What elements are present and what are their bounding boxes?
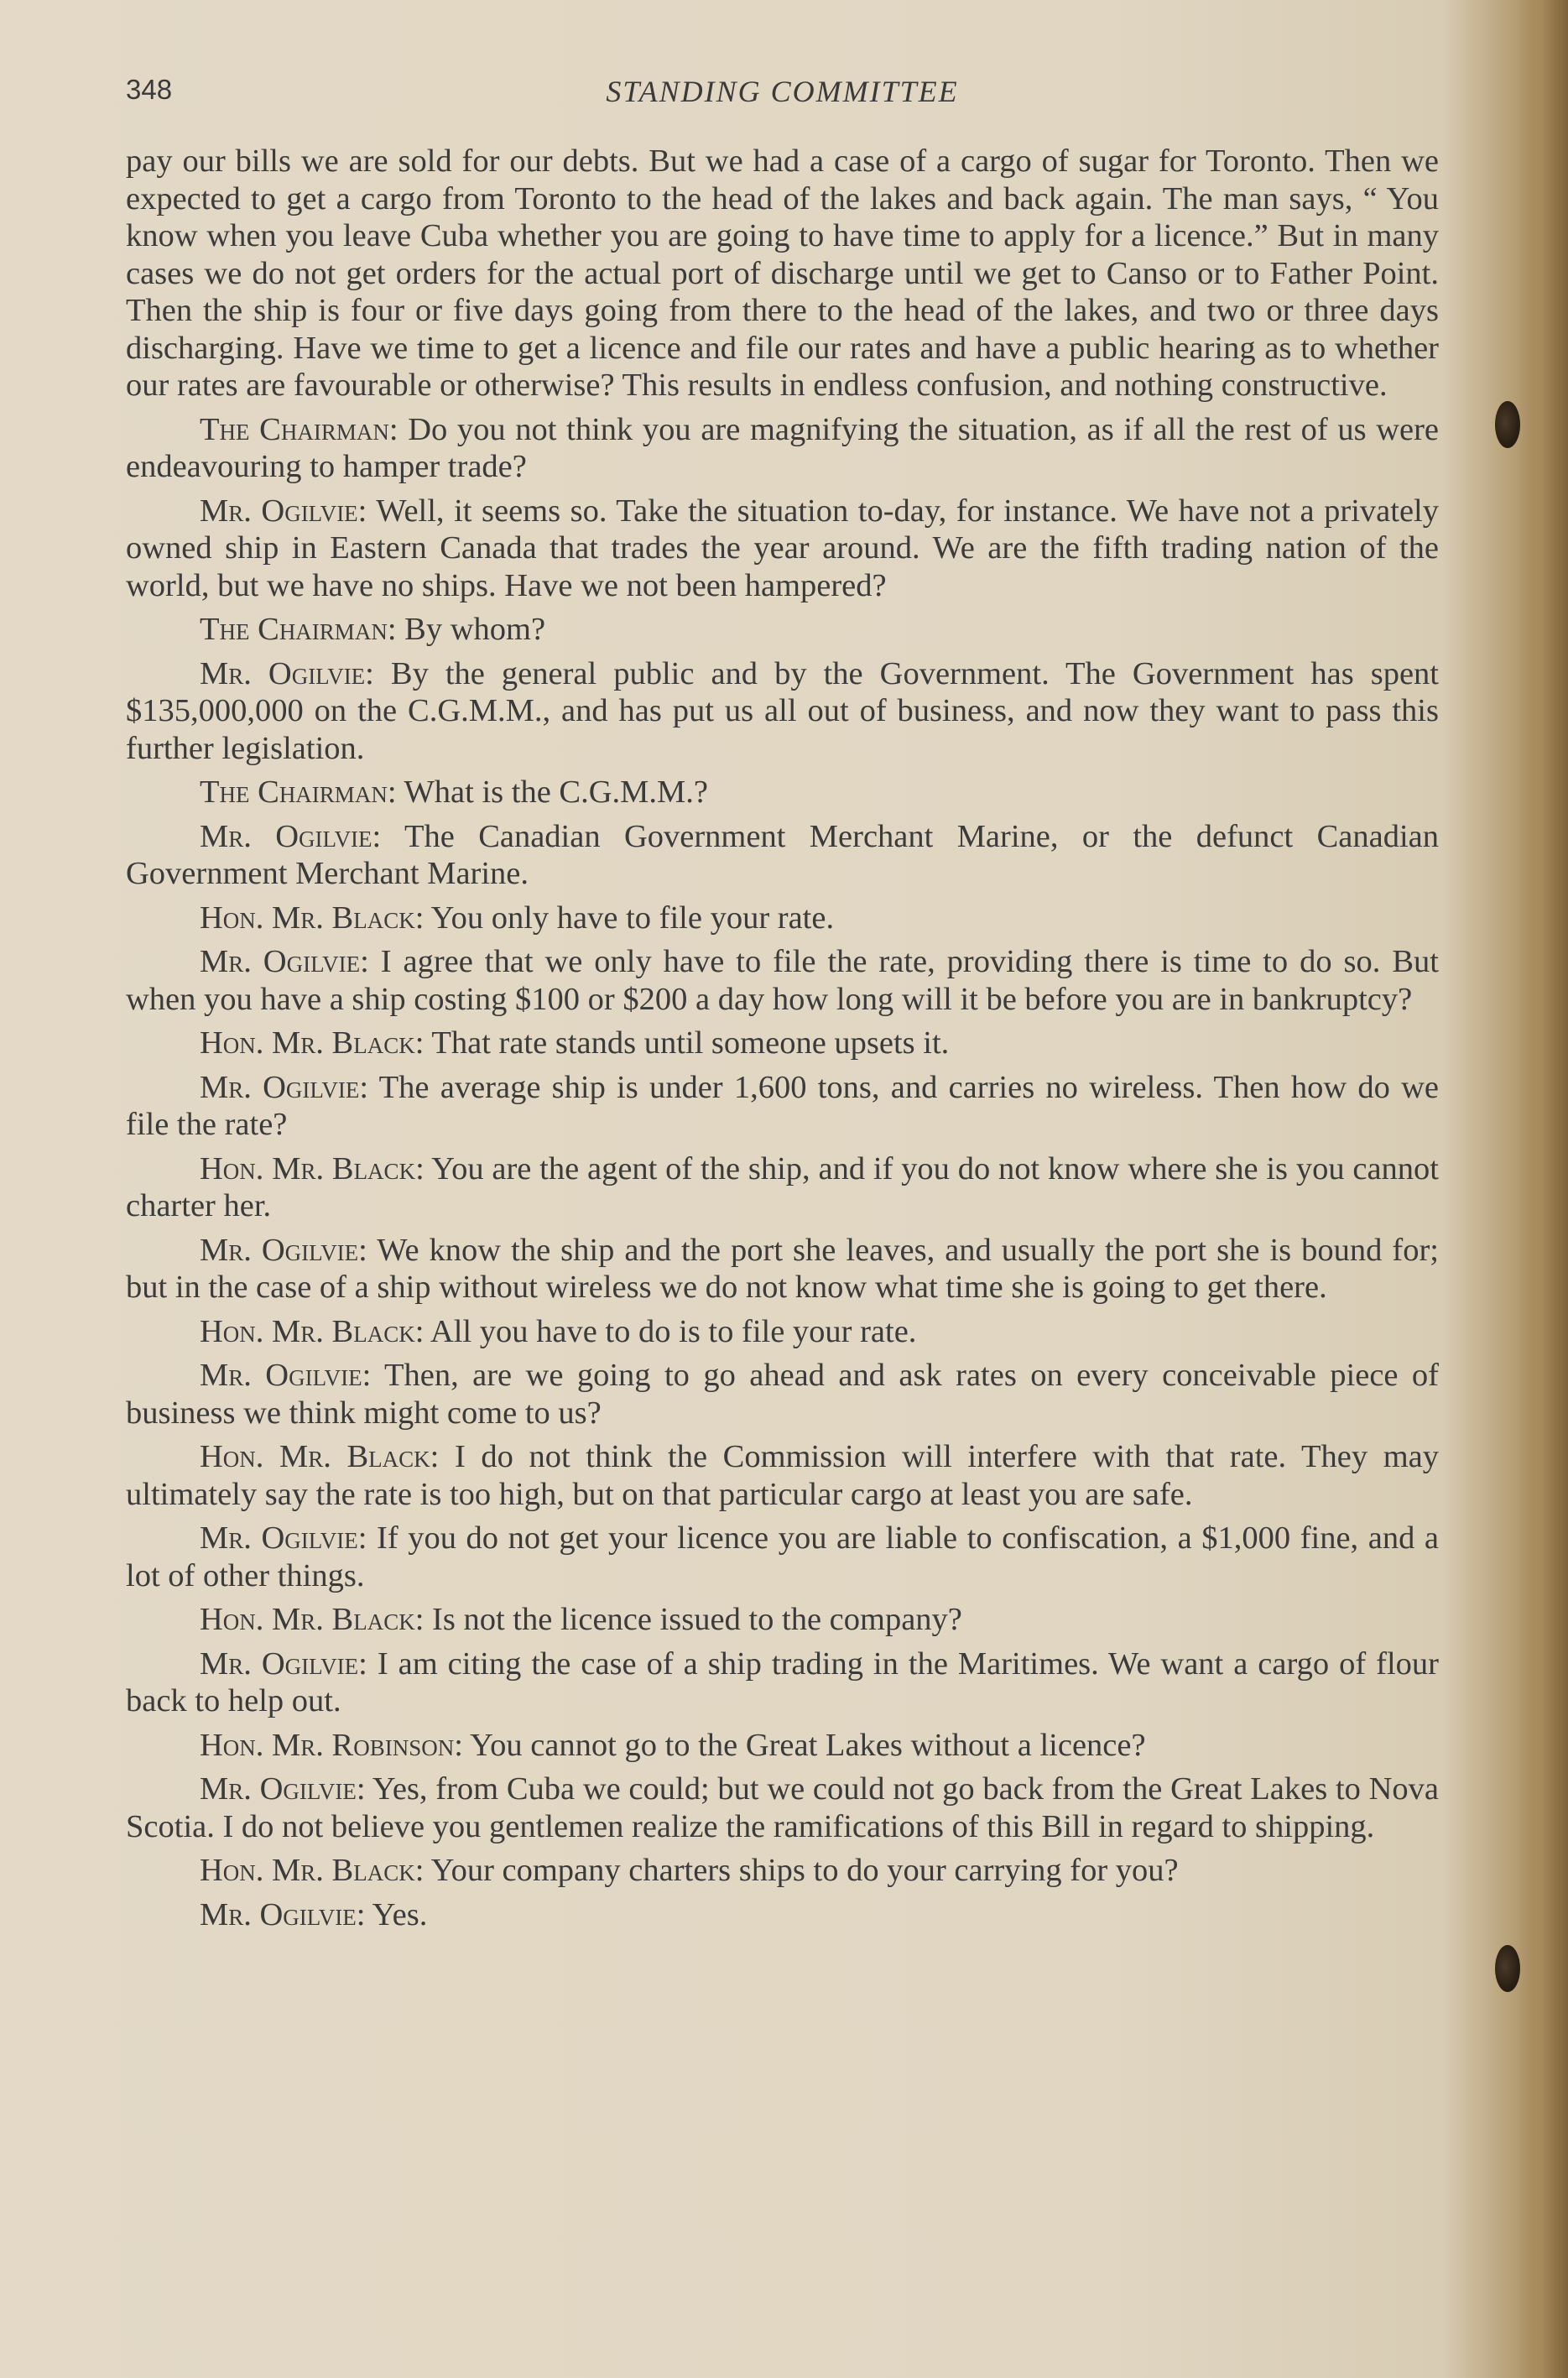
book-spine-shadow — [1518, 0, 1568, 2378]
speaker-name: Mr. Ogilvie: — [200, 1358, 372, 1393]
transcript-body — [126, 143, 1439, 1940]
paragraph-text: If you do not get your licence you are liable to confiscation, a $1,000 fine, and a lot of other things. — [126, 1520, 1439, 1593]
speaker-name: Hon. Mr. Black: — [200, 1313, 425, 1349]
page-number: 348 — [126, 74, 173, 105]
paragraph-text: Is not the licence issued to the company? — [424, 1602, 962, 1637]
speaker-name: Mr. Ogilvie: — [200, 1232, 367, 1268]
speaker-name: Mr. Ogilvie: — [200, 944, 369, 979]
transcript-paragraph — [126, 900, 1439, 937]
transcript-paragraph — [126, 1232, 1439, 1306]
speaker-name: Mr. Ogilvie: — [200, 1896, 366, 1932]
speaker-name: Mr. Ogilvie: — [200, 655, 374, 691]
transcript-paragraph — [126, 774, 1439, 811]
transcript-paragraph — [126, 943, 1439, 1018]
speaker-name: Mr. Ogilvie: — [200, 1771, 366, 1807]
paragraph-text: You only have to file your rate. — [424, 900, 835, 936]
paragraph-text: All you have to do is to file your rate. — [424, 1313, 917, 1349]
transcript-paragraph — [126, 818, 1439, 893]
speaker-name: Hon. Mr. Black: — [200, 1150, 425, 1186]
paragraph-text: The average ship is under 1,600 tons, and carries no wireless. Then how do we file the rate? — [126, 1069, 1439, 1142]
speaker-name: The Chairman: — [200, 774, 397, 810]
transcript-paragraph — [126, 655, 1439, 768]
page-header — [126, 74, 1439, 116]
speaker-name: Hon. Mr. Black: — [200, 1439, 440, 1474]
speaker-name: Mr. Ogilvie: — [200, 493, 367, 529]
paragraph-text: By the general public and by the Government. The Government has spent $135,000,000 on the C.G.M.M., and has put us all out of business, and now they want to pass this further legislation. — [126, 655, 1439, 766]
transcript-paragraph — [126, 1025, 1439, 1062]
paragraph-text: You are the agent of the ship, and if you do not know where she is you cannot charter her. — [126, 1150, 1439, 1223]
paragraph-text: Yes, from Cuba we could; but we could not go back from the Great Lakes to Nova Scotia. I do not believe you gentlemen realize the ramifications of this Bill in regard to shipping. — [126, 1771, 1440, 1844]
binding-ring-top — [1495, 401, 1520, 448]
transcript-paragraph — [126, 1727, 1439, 1765]
speaker-name: Mr. Ogilvie: — [200, 1645, 367, 1682]
paragraph-text: pay our bills we are sold for our debts. But we had a case of a cargo of sugar for Toronto. Then we expected to get a cargo from Toronto to the head of the lakes and back again. The man says, “ You know when you leave Cuba whether you are going to have time to apply for a licence.” But in many cases we do not get orders for the actual port of discharge until we get to Canso or to Father Point. Then the ship is four or five days going from there to the head of the lakes, and two or three days discharging. Have we time to get a licence and file our rates and have a public hearing as to whether our rates are favourable or otherwise? This results in endless confusion, and nothing constructive. — [126, 143, 1439, 403]
paragraph-text: That rate stands until someone upsets it. — [424, 1025, 950, 1061]
transcript-paragraph — [126, 493, 1439, 605]
transcript-paragraph — [126, 1645, 1439, 1720]
binding-ring-bottom — [1495, 1945, 1520, 1992]
transcript-paragraph — [126, 1520, 1439, 1594]
transcript-paragraph — [126, 1438, 1439, 1513]
speaker-name: Hon. Mr. Black: — [200, 1025, 425, 1061]
speaker-name: The Chairman: — [200, 411, 399, 447]
paragraph-text: Then, are we going to go ahead and ask rates on every conceivable piece of business we think might come to us? — [126, 1358, 1440, 1431]
speaker-name: Hon. Mr. Black: — [200, 1602, 425, 1637]
speaker-name: Hon. Mr. Black: — [200, 900, 425, 936]
paragraph-text: Well, it seems so. Take the situation to-day, for instance. We have not a privately owned ship in Eastern Canada that trades the year around. We are the fifth trading nation of the world, but we have no ships. Have we not been hampered? — [126, 493, 1439, 603]
paragraph-text: The Canadian Government Merchant Marine, or the defunct Canadian Government Merchant Marine. — [126, 818, 1440, 891]
paragraph-text: By whom? — [396, 612, 546, 647]
transcript-paragraph — [126, 143, 1439, 404]
transcript-paragraph — [126, 611, 1439, 649]
transcript-paragraph — [126, 1313, 1439, 1351]
speaker-name: Mr. Ogilvie: — [200, 818, 382, 854]
paragraph-text: We know the ship and the port she leaves, and usually the port she is bound for; but in the case of a ship without wireless we do not know what time she is going to get there. — [126, 1232, 1439, 1305]
speaker-name: Mr. Ogilvie: — [200, 1069, 369, 1105]
paragraph-text: I do not think the Commission will interfere with that rate. They may ultimately say the rate is too high, but on that particular cargo at least you are safe. — [126, 1439, 1439, 1512]
paragraph-text: I am citing the case of a ship trading in the Maritimes. We want a cargo of flour back to help out. — [126, 1645, 1439, 1718]
transcript-paragraph — [126, 1770, 1439, 1845]
paragraph-text: What is the C.G.M.M.? — [396, 774, 708, 810]
transcript-paragraph — [126, 1601, 1439, 1639]
transcript-paragraph — [126, 1852, 1439, 1890]
transcript-paragraph — [126, 1357, 1439, 1431]
speaker-name: The Chairman: — [200, 612, 397, 647]
paragraph-text: Yes. — [365, 1896, 428, 1932]
speaker-name: Hon. Mr. Robinson: — [200, 1727, 463, 1763]
transcript-paragraph — [126, 1896, 1439, 1934]
transcript-paragraph — [126, 411, 1439, 486]
speaker-name: Hon. Mr. Black: — [200, 1853, 425, 1888]
transcript-paragraph — [126, 1069, 1439, 1144]
paragraph-text: Your company charters ships to do your carrying for you? — [424, 1853, 1179, 1888]
transcript-paragraph — [126, 1150, 1439, 1225]
speaker-name: Mr. Ogilvie: — [200, 1520, 367, 1556]
running-title: STANDING COMMITTEE — [606, 75, 959, 108]
paragraph-text: You cannot go to the Great Lakes without a licence? — [462, 1727, 1146, 1763]
paragraph-text: I agree that we only have to file the rate, providing there is time to do so. But when you have a ship costing $100 or $200 a day how long will it be before you are in bankruptcy? — [126, 944, 1439, 1017]
paragraph-text: Do you not think you are magnifying the situation, as if all the rest of us were endeavouring to hamper trade? — [126, 411, 1440, 484]
